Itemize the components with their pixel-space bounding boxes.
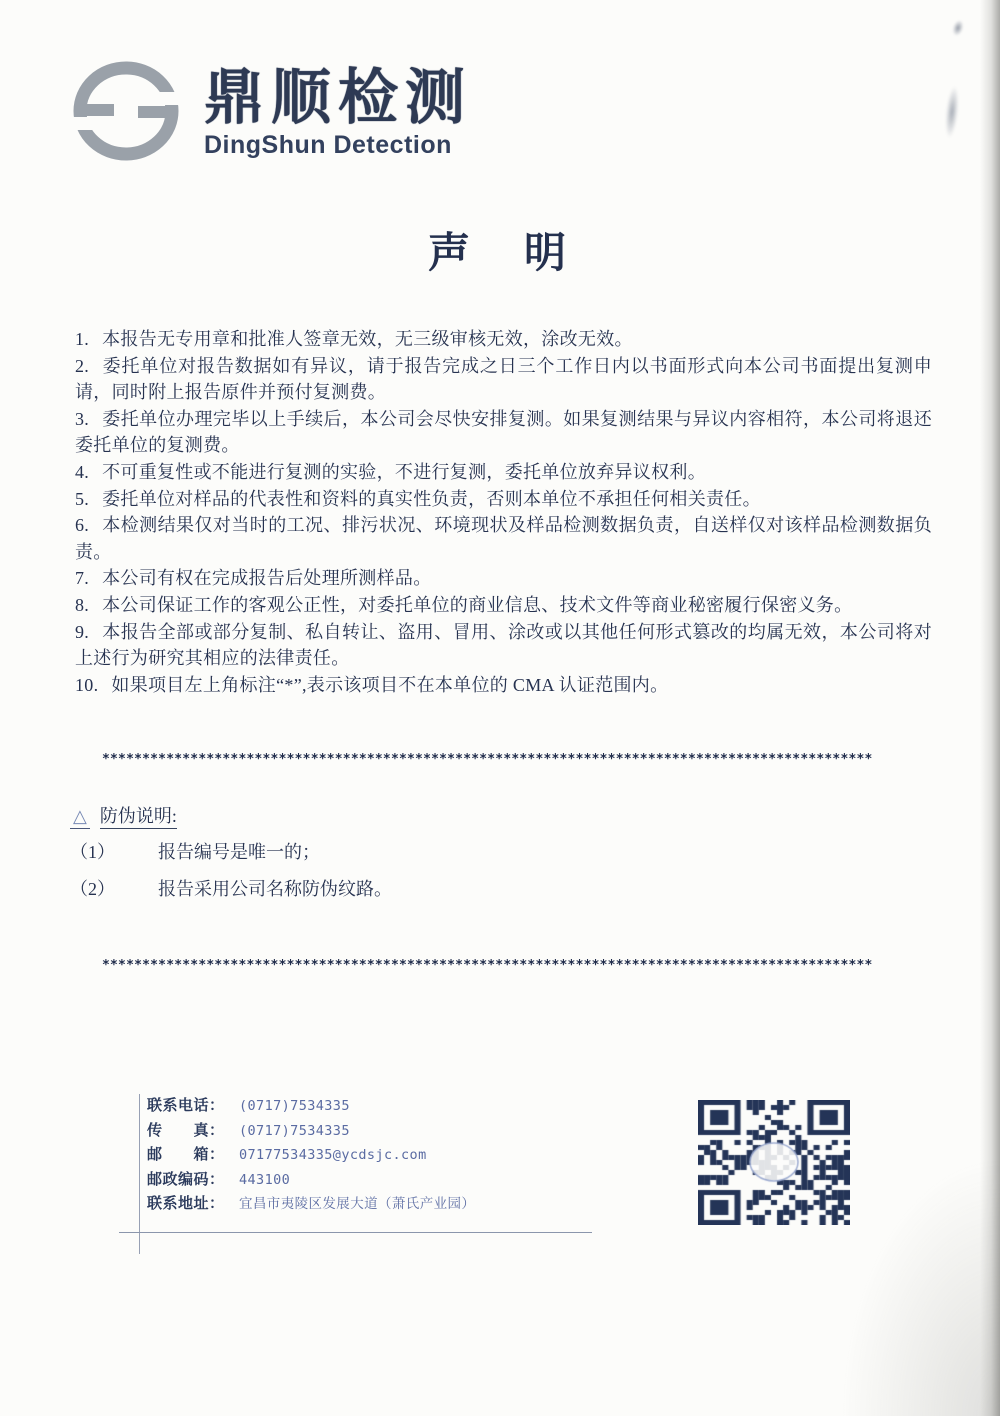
contact-value: 宜昌市夷陵区发展大道（萧氏产业园）	[239, 1196, 476, 1213]
contact-label: 邮政编码：	[147, 1170, 225, 1188]
statement-item	[75, 512, 932, 565]
statement-number: 3.	[75, 408, 90, 429]
statement-number: 1.	[75, 329, 90, 349]
statement-number: 2.	[75, 355, 90, 376]
statement-item	[75, 326, 932, 353]
statement-text: 委托单位对报告数据如有异议，请于报告完成之日三个工作日内以书面形式向本公司书面提出复测申请，同时附上报告原件并预付复测费。	[75, 355, 932, 403]
contact-row	[147, 1094, 475, 1119]
statement-text: 本公司保证工作的客观公正性，对委托单位的商业信息、技术文件等商业秘密履行保密义务。	[102, 594, 853, 615]
company-logo	[72, 58, 472, 166]
statement-number: 8.	[75, 594, 90, 615]
statement-number: 4.	[75, 461, 90, 482]
antifake-item-number: （2）	[70, 879, 115, 899]
asterisk-separator: ************************************************************************************************	[102, 958, 873, 973]
contact-row	[147, 1143, 475, 1168]
statement-item	[75, 592, 932, 619]
scan-ink-smudge	[943, 86, 960, 139]
contact-value: (0717)7534335	[239, 1098, 350, 1114]
statement-number: 6.	[75, 515, 90, 536]
statement-number: 5.	[75, 488, 90, 509]
antifake-section	[70, 802, 392, 904]
contact-label: 邮 箱：	[147, 1146, 225, 1164]
contact-label: 联系地址：	[147, 1195, 225, 1213]
antifake-item-number: （1）	[70, 842, 115, 862]
antifake-heading-text: 防伪说明:	[100, 806, 177, 829]
logo-wordmark	[204, 66, 472, 158]
statement-text: 本报告全部或部分复制、私自转让、盗用、冒用、涂改或以其他任何形式篡改的均属无效，本公司将对上述行为研究其相应的法律责任。	[75, 621, 932, 669]
contact-value: (0717)7534335	[239, 1122, 350, 1139]
contact-row	[147, 1192, 475, 1217]
statement-text: 如果项目左上角标注“*”,表示该项目不在本单位的 CMA 认证范围内。	[111, 674, 669, 695]
contact-row	[147, 1168, 475, 1193]
triangle-icon: △	[70, 806, 90, 829]
statement-item	[75, 486, 932, 513]
statement-item	[75, 406, 932, 459]
statement-text: 委托单位对样品的代表性和资料的真实性负责，否则本单位不承担任何相关责任。	[102, 488, 761, 509]
logo-chinese-name: 鼎顺检测	[204, 64, 472, 131]
logo-english-name: DingShun Detection	[204, 131, 452, 159]
antifake-item	[70, 837, 392, 867]
contact-label: 传 真：	[147, 1121, 225, 1139]
statement-item	[75, 565, 932, 592]
antifake-heading	[70, 802, 392, 830]
page-title: 声 明	[427, 231, 572, 277]
statement-number: 9.	[75, 621, 90, 642]
statement-item	[75, 353, 932, 406]
statement-text: 本检测结果仅对当时的工况、排污状况、环境现状及样品检测数据负责，自送样仅对该样品检测数据负责。	[75, 515, 932, 562]
statement-item	[75, 672, 932, 699]
logo-ellipse-icon	[72, 58, 180, 166]
statements-list	[75, 326, 932, 698]
scan-ink-smudge	[951, 19, 965, 37]
contact-vertical-rule	[139, 1094, 140, 1254]
qr-code-image	[698, 1100, 850, 1225]
contact-value: 07177534335@ycdsjc.com	[239, 1147, 427, 1164]
statement-text: 本报告无专用章和批准人签章无效，无三级审核无效，涂改无效。	[102, 329, 633, 349]
contact-horizontal-rule	[119, 1232, 592, 1233]
antifake-item-text: 报告编号是唯一的；	[158, 842, 320, 862]
asterisk-separator: ************************************************************************************************	[102, 752, 873, 767]
contact-label: 联系电话：	[147, 1097, 225, 1114]
statement-text: 本公司有权在完成报告后处理所测样品。	[102, 568, 432, 589]
contact-value: 443100	[239, 1171, 291, 1188]
statement-text: 不可重复性或不能进行复测的实验，不进行复测，委托单位放弃异议权利。	[102, 461, 707, 482]
statement-text: 委托单位办理完毕以上手续后，本公司会尽快安排复测。如果复测结果与异议内容相符，本公司将退还委托单位的复测费。	[75, 408, 932, 456]
scan-corner-shadow	[840, 1156, 1000, 1416]
statement-number: 7.	[75, 568, 90, 589]
statement-item	[75, 619, 932, 672]
contact-row	[147, 1119, 475, 1144]
statement-number: 10.	[75, 674, 99, 695]
statement-item	[75, 459, 932, 486]
qr-code	[698, 1100, 850, 1225]
contact-info	[147, 1094, 475, 1217]
antifake-items	[70, 837, 392, 904]
antifake-item	[70, 874, 392, 904]
antifake-item-text: 报告采用公司名称防伪纹路。	[158, 879, 392, 899]
